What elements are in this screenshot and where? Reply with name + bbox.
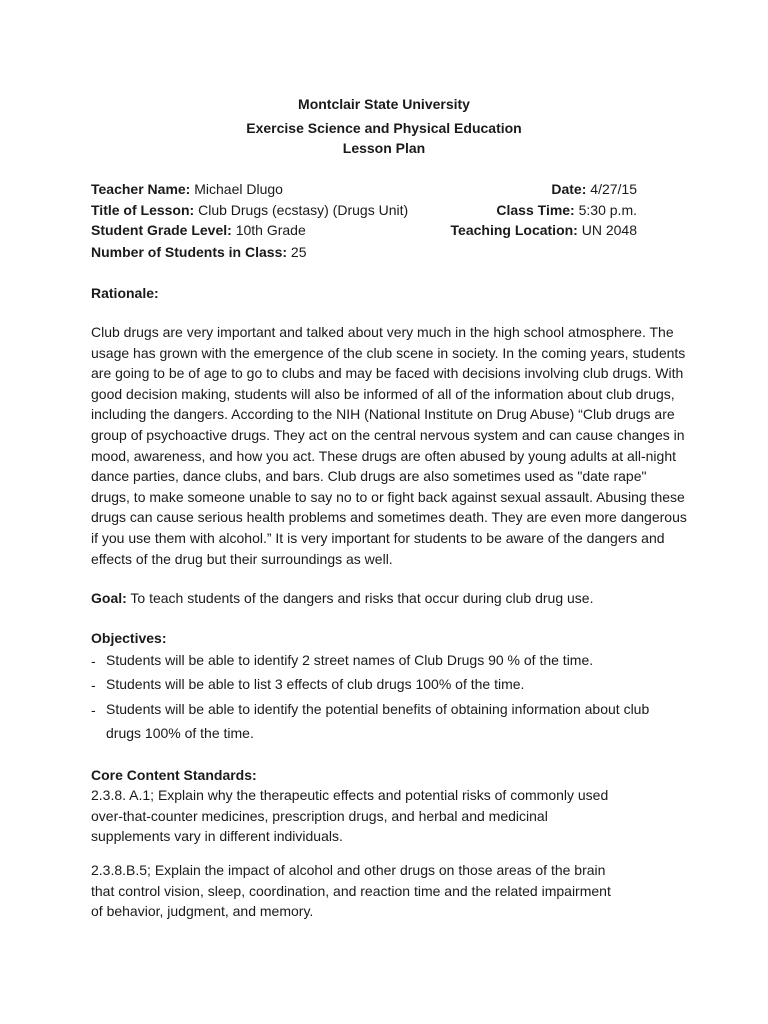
core-standards-heading: Core Content Standards:: [91, 767, 257, 783]
rationale-heading: Rationale:: [91, 285, 159, 301]
teaching-location-label: Teaching Location:: [450, 222, 578, 238]
student-count-label: Number of Students in Class:: [91, 244, 288, 260]
rationale-line: mood, awareness, and how you act. These drugs are often abused by young adults at all-night: [91, 447, 676, 464]
standard-line: supplements vary in different individuals.: [91, 828, 343, 845]
date-label: Date:: [551, 181, 587, 197]
rationale-line: usage has grown with the emergence of the club scene in society. In the coming years, students: [91, 344, 686, 361]
info-row-teacher-date: [91, 179, 637, 199]
objectives-heading: Objectives:: [91, 630, 167, 646]
standard-line: 2.3.8. A.1; Explain why the therapeutic effects and potential risks of commonly used: [91, 787, 609, 803]
teacher-field: [91, 179, 283, 199]
teaching-location-field: [451, 220, 637, 240]
standard-line: 2.3.8.B.5; Explain the impact of alcohol and other drugs on those areas of the brain: [91, 862, 606, 878]
grade-level-value: 10th Grade: [231, 222, 306, 238]
class-time-field: [496, 200, 637, 220]
rationale-line: effects of the drug but their surroundings as well.: [91, 550, 393, 567]
student-count-field: [91, 242, 307, 262]
teacher-value: Michael Dlugo: [190, 181, 283, 197]
info-row-title-time: [91, 200, 637, 220]
rationale-line: if you use them with alcohol.” It is very important for students to be aware of the dangers and: [91, 529, 665, 546]
student-count-value: 25: [287, 244, 307, 260]
document-type-title: Lesson Plan: [342, 140, 426, 156]
grade-level-field: [91, 220, 306, 240]
objective-text: drugs 100% of the time.: [106, 725, 254, 741]
objective-text: Students will be able to list 3 effects of club drugs 100% of the time.: [106, 676, 525, 692]
rationale-line: drugs, to make someone unable to say no to or fight back against sexual assault. Abusing these: [91, 488, 685, 505]
rationale-line: group of psychoactive drugs. They act on the central nervous system and can cause changes in: [91, 426, 685, 443]
goal-label: Goal:: [91, 590, 127, 606]
standard-line: of behavior, judgment, and memory.: [91, 903, 314, 920]
info-row-students: [91, 242, 637, 262]
standard-line: that control vision, sleep, coordination, and reaction time and the related impairment: [91, 882, 611, 899]
goal-text: To teach students of the dangers and risks that occur during club drug use.: [126, 590, 594, 606]
goal-statement: [91, 588, 681, 609]
rationale-line: good decision making, students will also be informed of all of the information about club drugs,: [91, 385, 675, 402]
lesson-title-value: Club Drugs (ecstasy) (Drugs Unit): [194, 202, 409, 218]
department-title: Exercise Science and Physical Education: [246, 120, 522, 136]
bullet-dash: -: [91, 653, 96, 669]
teaching-location-value: UN 2048: [577, 222, 637, 238]
rationale-line: are going to be of age to go to clubs and may be faced with decisions involving club drugs. With: [91, 365, 684, 382]
objective-text: Students will be able to identify 2 street names of Club Drugs 90 % of the time.: [106, 652, 594, 668]
class-time-label: Class Time:: [496, 202, 575, 218]
rationale-line: Club drugs are very important and talked about very much in the high school atmosphere. The: [91, 324, 674, 340]
standard-line: over-that-counter medicines, prescription drugs, and herbal and medicinal: [91, 807, 548, 824]
rationale-line: dance parties, dance clubs, and bars. Club drugs are also sometimes used as "date rape": [91, 468, 647, 485]
rationale-line: including the dangers. According to the NIH (National Institute on Drug Abuse) “Club drugs are: [91, 406, 675, 423]
core-standard-2-3-8-a-1: [91, 785, 681, 847]
grade-level-label: Student Grade Level:: [91, 222, 232, 238]
lesson-title-label: Title of Lesson:: [91, 202, 195, 218]
rationale-line: drugs can cause serious health problems and sometimes death. They are even more dangerous: [91, 509, 687, 526]
date-field: [551, 179, 637, 199]
core-standard-2-3-8-b-5: [91, 860, 681, 922]
university-title: Montclair State University: [298, 96, 470, 112]
date-value: 4/27/15: [586, 181, 637, 197]
teacher-label: Teacher Name:: [91, 181, 191, 197]
objective-text: Students will be able to identify the potential benefits of obtaining information about club: [106, 701, 650, 717]
rationale-paragraph: [91, 322, 687, 569]
bullet-dash: -: [91, 702, 96, 718]
class-time-value: 5:30 p.m.: [574, 202, 637, 218]
bullet-dash: -: [91, 677, 96, 693]
info-row-grade-location: [91, 220, 637, 240]
lesson-title-field: [91, 200, 408, 220]
